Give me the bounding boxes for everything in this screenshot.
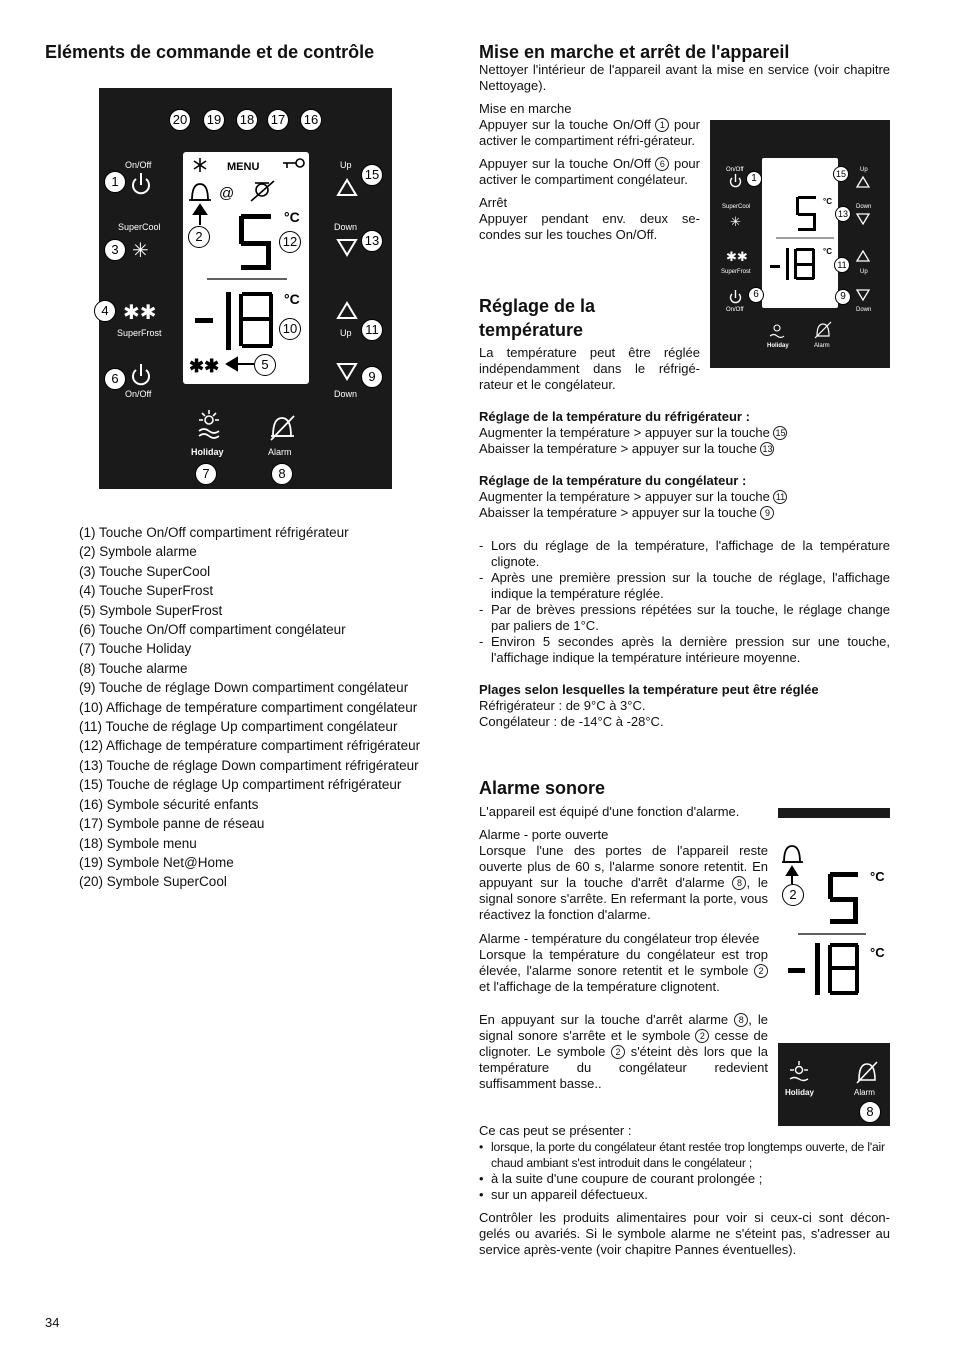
legend-item: (17) Symbole panne de réseau — [79, 816, 265, 832]
small-fridge-unit: °C — [823, 197, 832, 206]
callout-11: 11 — [361, 319, 383, 341]
down-fridge-icon[interactable] — [338, 240, 356, 255]
list-item: - Environ 5 secondes après la dernière pression sur une touche, l'affichage indique la température intérieure moyenne. — [479, 634, 890, 666]
callout-9: 9 — [361, 366, 383, 388]
svg-text:°C: °C — [870, 945, 885, 960]
freezer-unit: °C — [284, 291, 300, 307]
s3-block: Alarme - porte ouverte Lorsque l'une des portes de l'appareil reste ouverte plus de 60 s, l'alarme sonore retentit. En appuyant sur la touche d'arrêt d'alarme 8 , le signal sonore s'arrête. En refermant la porte, vous réactivez la fonction d'alarme. Alarme - température du congélateur trop élevée Lorsque la température du congélateur est trop élevée, l'alarme sonore retentit et le symbole 2 et l'affichage de la température clignotent. En appuyant sur la touche d'arrêt alarme 8 , le signal sonore s'arrête et le symbole 2 cesse de clignoter. Le symbole 2 s'éteint dès lors que la température du congélateur redevient suffisamment basse.. — [479, 827, 769, 1091]
svg-text:SuperFrost: SuperFrost — [721, 269, 751, 275]
callout-16: 16 — [300, 109, 322, 131]
onoff-fridge-label: On/Off — [125, 160, 152, 170]
menu-symbol: MENU — [227, 161, 260, 173]
callout-6: 6 — [104, 368, 126, 390]
svg-text:Alarm: Alarm — [854, 1088, 875, 1097]
onoff-freezer-label: On/Off — [125, 389, 152, 399]
section-title-alarm: Alarme sonore — [479, 778, 606, 798]
down-freezer-label: Down — [334, 389, 358, 399]
alarm-off-icon-small — [857, 1062, 877, 1083]
holiday-callout-8: 8 — [859, 1101, 881, 1123]
down-freezer-icon[interactable] — [338, 364, 356, 379]
svg-text:On/Off: On/Off — [726, 167, 744, 173]
superfrost-label: SuperFrost — [117, 328, 162, 338]
callout-2: 2 — [188, 226, 210, 248]
legend-item: (12) Affichage de température compartiment réfrigérateur — [79, 738, 421, 754]
callout-7: 7 — [195, 463, 217, 485]
small-callout-9: 9 — [835, 289, 851, 305]
up-freezer-icon[interactable] — [338, 303, 356, 318]
svg-text:°C: °C — [870, 869, 885, 884]
s3-intro: L'appareil est équipé d'une fonction d'alarme. — [479, 804, 740, 819]
list-item: - Lors du réglage de la température, l'affichage de la température clignote. — [479, 538, 890, 570]
svg-text:Holiday: Holiday — [785, 1088, 814, 1097]
callout-15: 15 — [361, 164, 383, 186]
legend-item: (7) Touche Holiday — [79, 641, 192, 657]
s3-cases-list — [479, 1139, 890, 1203]
control-panel-illustration — [99, 88, 392, 489]
alarm-callout-2: 2 — [782, 884, 804, 906]
legend-item: (16) Symbole sécurité enfants — [79, 796, 259, 812]
svg-text:On/Off: On/Off — [726, 307, 744, 313]
supercool-label: SuperCool — [118, 222, 161, 232]
svg-text:Down: Down — [856, 307, 872, 313]
legend-item: (20) Symbole SuperCool — [79, 874, 227, 890]
callout-18: 18 — [236, 109, 258, 131]
small-callout-11: 11 — [834, 257, 850, 273]
control-panel-drawing — [99, 88, 392, 489]
callout-1: 1 — [104, 171, 126, 193]
callout-12: 12 — [279, 231, 301, 253]
holiday-label: Holiday — [191, 447, 224, 457]
small-panel-illustration — [710, 120, 890, 368]
section-title-temperature: Réglage de la température — [479, 296, 596, 340]
small-callout-13: 13 — [835, 206, 851, 222]
fridge-unit: °C — [284, 209, 300, 225]
svg-text:SuperCool: SuperCool — [722, 204, 751, 210]
s2-freezer-block: Réglage de la température du congélateur : Augmenter la température > appuyer sur la touche 11 Abaisser la température > appuyer sur la touche 9 — [479, 473, 890, 521]
up-fridge-label: Up — [340, 160, 352, 170]
up-fridge-icon[interactable] — [338, 180, 356, 195]
page-number: 34 — [45, 1315, 60, 1330]
list-item: - Par de brèves pressions répétées sur la touche, le réglage change par paliers de 1°C. — [479, 602, 890, 634]
alarm-off-icon[interactable] — [271, 416, 294, 440]
s3-final: Contrôler les produits alimentaires pour voir si ceux-ci sont décon-gelés ou avariés. Si le symbole alarme ne s'éteint pas, s'adresser au service après-vente (voir chapitre Pannes éventuelles). — [479, 1210, 890, 1257]
small-freezer-unit: °C — [823, 247, 832, 256]
s2-intro: La température peut être réglée indépendamment dans le réfrigé-rateur et le congélateur. — [479, 345, 700, 392]
legend-item: (1) Touche On/Off compartiment réfrigérateur — [79, 525, 349, 540]
svg-text:Alarm: Alarm — [814, 343, 830, 349]
legend-item: (6) Touche On/Off compartiment congélateur — [79, 622, 346, 638]
legend-item: (15) Touche de réglage Up compartiment réfrigérateur — [79, 777, 402, 793]
list-item: - Après une première pression sur la touche de réglage, l'affichage indique la température réglée. — [479, 570, 890, 602]
s1-p1: Appuyer sur la touche On/Off 1 pour activer le compartiment réfri-gérateur. — [479, 117, 700, 148]
holiday-icon-small — [790, 1061, 808, 1081]
list-item: • à la suite d'une coupure de courant prolongée ; — [479, 1171, 890, 1187]
svg-text:Up: Up — [860, 167, 868, 173]
alarm-freezer-digits — [788, 943, 859, 995]
s1-intro: Nettoyer l'intérieur de l'appareil avant la mise en service (voir chapitre Nettoyage). — [479, 62, 890, 93]
callout-19: 19 — [203, 109, 225, 131]
s1-block — [479, 101, 700, 243]
s1-p3: Appuyer pendant env. deux se-condes sur les touches On/Off. — [479, 211, 700, 242]
supercool-icon[interactable]: ✳ — [132, 240, 149, 262]
legend-item: (11) Touche de réglage Up compartiment congélateur — [79, 719, 398, 735]
s1-p2: Appuyer sur la touche On/Off 6 pour activer le compartiment congélateur. — [479, 156, 700, 187]
callout-10: 10 — [279, 318, 301, 340]
callout-4: 4 — [94, 300, 116, 322]
power-fridge-icon[interactable] — [133, 173, 149, 193]
holiday-alarm-illustration — [778, 1043, 890, 1126]
list-item: • lorsque, la porte du congélateur étant restée trop longtemps ouverte, de l'air chaud ambiant s'est introduit dans le congélateur ; — [479, 1139, 890, 1171]
power-freezer-icon[interactable] — [133, 364, 149, 384]
s1-sub2: Arrêt — [479, 195, 508, 210]
svg-text:Down: Down — [856, 204, 872, 210]
small-callout-6: 6 — [748, 287, 764, 303]
legend-item: (3) Touche SuperCool — [79, 563, 211, 579]
legend-item: (18) Symbole menu — [79, 835, 197, 851]
legend-item: (8) Touche alarme — [79, 660, 188, 676]
s2-notes-list — [479, 538, 890, 666]
callout-13: 13 — [361, 230, 383, 252]
small-panel-drawing — [710, 120, 890, 368]
alarm-display-illustration — [778, 808, 890, 1003]
callout-3: 3 — [104, 239, 126, 261]
legend-list — [79, 523, 420, 892]
legend-item: (10) Affichage de température compartiment congélateur — [79, 699, 418, 715]
s1-sub1: Mise en marche — [479, 101, 572, 116]
section-title-controls: Eléments de commande et de contrôle — [45, 42, 375, 62]
superfrost-display-icon: ✱✱ — [189, 356, 220, 376]
alarm-fridge-digit — [828, 872, 858, 924]
legend-item: (4) Touche SuperFrost — [79, 583, 214, 599]
legend-item: (2) Symbole alarme — [79, 544, 197, 560]
small-supercool-icon: ✳ — [730, 214, 741, 229]
holiday-icon[interactable] — [199, 410, 219, 438]
legend-item: (5) Symbole SuperFrost — [79, 602, 223, 618]
legend-item: (19) Symbole Net@Home — [79, 854, 234, 870]
legend-item: (9) Touche de réglage Down compartiment congélateur — [79, 680, 409, 696]
s2-ranges-block: Plages selon lesquelles la température peut être réglée Réfrigérateur : de 9°C à 3°C. Congélateur : de -14°C à -28°C. — [479, 682, 819, 729]
callout-17: 17 — [267, 109, 289, 131]
superfrost-icon[interactable]: ✱✱ — [123, 302, 157, 324]
svg-text:Holiday: Holiday — [767, 343, 789, 349]
list-item: • sur un appareil défectueux. — [479, 1187, 890, 1203]
net-at-home-symbol: @ — [219, 185, 235, 202]
small-superfrost-icon: ✱✱ — [726, 249, 748, 264]
callout-5: 5 — [254, 354, 276, 376]
alarm-label: Alarm — [268, 447, 292, 457]
callout-20: 20 — [169, 109, 191, 131]
small-callout-15: 15 — [833, 166, 849, 182]
section-title-on-off: Mise en marche et arrêt de l'appareil — [479, 42, 790, 62]
s3-cases-block: Ce cas peut se présenter : • lorsque, la porte du congélateur étant restée trop longtemps ouverte, de l'air chaud ambiant s'est introduit dans le congélateur ; • à la suite d'une coupure de courant prolongée ; • sur un appareil défectueux. Contrôler les produits alimentaires pour voir si ceux-ci sont décon-gelés ou avariés. Si le symbole alarme ne s'éteint pas, s'adresser au service après-vente (voir chapitre Pannes éventuelles). — [479, 1123, 890, 1258]
small-callout-1: 1 — [746, 171, 762, 187]
callout-8: 8 — [271, 463, 293, 485]
up-freezer-label: Up — [340, 328, 352, 338]
down-fridge-label: Down — [334, 222, 358, 232]
legend-item: (13) Touche de réglage Down compartiment réfrigérateur — [79, 757, 419, 773]
alarm-bell-icon — [782, 846, 803, 862]
s2-fridge-block: Réglage de la température du réfrigérateur : Augmenter la température > appuyer sur la touche 15 Abaisser la température > appuyer sur la touche 13 — [479, 409, 786, 456]
svg-text:Up: Up — [860, 269, 868, 275]
